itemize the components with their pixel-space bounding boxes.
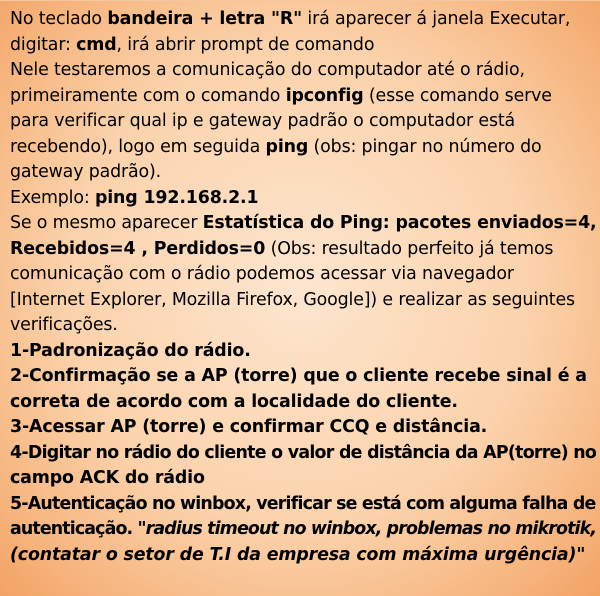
bold-text-run: campo ACK do rádio (10, 468, 205, 488)
text-run: recebendo), logo em seguida (10, 136, 266, 157)
bold-text-run: 1-Padronização do rádio. (10, 340, 251, 361)
text-line (10, 160, 596, 186)
text-line (10, 313, 596, 339)
text-line (10, 517, 596, 543)
text-line (10, 492, 596, 518)
text-line (10, 7, 596, 33)
text-run: Se o mesmo aparecer (10, 213, 203, 233)
text-line (10, 211, 596, 237)
bold-text-run: Estatística do Ping: pacotes enviados=4, (202, 213, 597, 233)
text-run: irá aparecer á janela Executar, (302, 9, 571, 29)
text-run: comunicação com o rádio podemos acessar via navegador (10, 264, 514, 284)
text-line (10, 466, 596, 492)
text-line (10, 135, 596, 161)
text-run: verificações. (10, 315, 118, 335)
text-run: (obs: pingar no número do (308, 136, 542, 157)
text-line (10, 390, 596, 416)
text-line (10, 186, 596, 212)
text-run: No teclado (10, 9, 108, 29)
text-line (10, 415, 596, 441)
bold-text-run: 5-Autenticação no winbox, verificar se está com alguma falha de (10, 493, 596, 514)
bold-text-run: 3-Acessar AP (torre) e confirmar CCQ e distância. (10, 417, 488, 437)
bold-text-run: autenticação. (10, 519, 138, 539)
text-run: Nele testaremos a comunicação do computador até o rádio, (10, 60, 525, 80)
text-line (10, 543, 596, 569)
text-line (10, 237, 596, 263)
text-run: , irá abrir prompt de comando (116, 34, 375, 55)
text-line (10, 58, 596, 84)
text-line (10, 441, 596, 467)
text-line (10, 262, 596, 288)
text-run: para verificar qual ip e gateway padrão o computador está (10, 111, 516, 131)
italic-bold-text-run: (contatar o setor de T.I da empresa com máxima urgência)" (10, 544, 586, 565)
bold-text-run: correta de acordo com a localidade do cliente. (10, 391, 458, 412)
text-run: [Internet Explorer, Mozilla Firefox, Google]) e realizar as seguintes (10, 289, 575, 310)
text-run: primeiramente com o comando (10, 85, 286, 106)
text-run: digitar: (10, 34, 77, 55)
text-line (10, 109, 596, 135)
bold-text-run: ping 192.168.2.1 (94, 187, 259, 208)
text-run: Exemplo: (10, 187, 95, 208)
text-line (10, 288, 596, 314)
bold-text-run: Recebidos=4 , Perdidos=0 (10, 238, 266, 259)
bold-text-run: bandeira + letra "R" (107, 9, 303, 29)
text-run: gateway padrão). (10, 162, 162, 182)
bold-text-run: ping (265, 136, 309, 157)
italic-bold-text-run: "radius timeout no winbox, problemas no mikrotik, (137, 519, 597, 539)
text-run: (Obs: resultado perfeito já temos (265, 238, 554, 259)
text-line (10, 339, 596, 365)
text-line (10, 84, 596, 110)
text-line (10, 364, 596, 390)
bold-text-run: 2-Confirmação se a AP (torre) que o cliente recebe sinal é a (10, 366, 587, 386)
bold-text-run: 4-Digitar no rádio do cliente o valor de distância da AP(torre) no (10, 442, 597, 463)
text-line (10, 33, 596, 59)
text-run: (esse comando serve (363, 85, 552, 106)
bold-text-run: ipconfig (285, 85, 364, 106)
note-text (10, 7, 596, 568)
bold-text-run: cmd (76, 34, 117, 55)
